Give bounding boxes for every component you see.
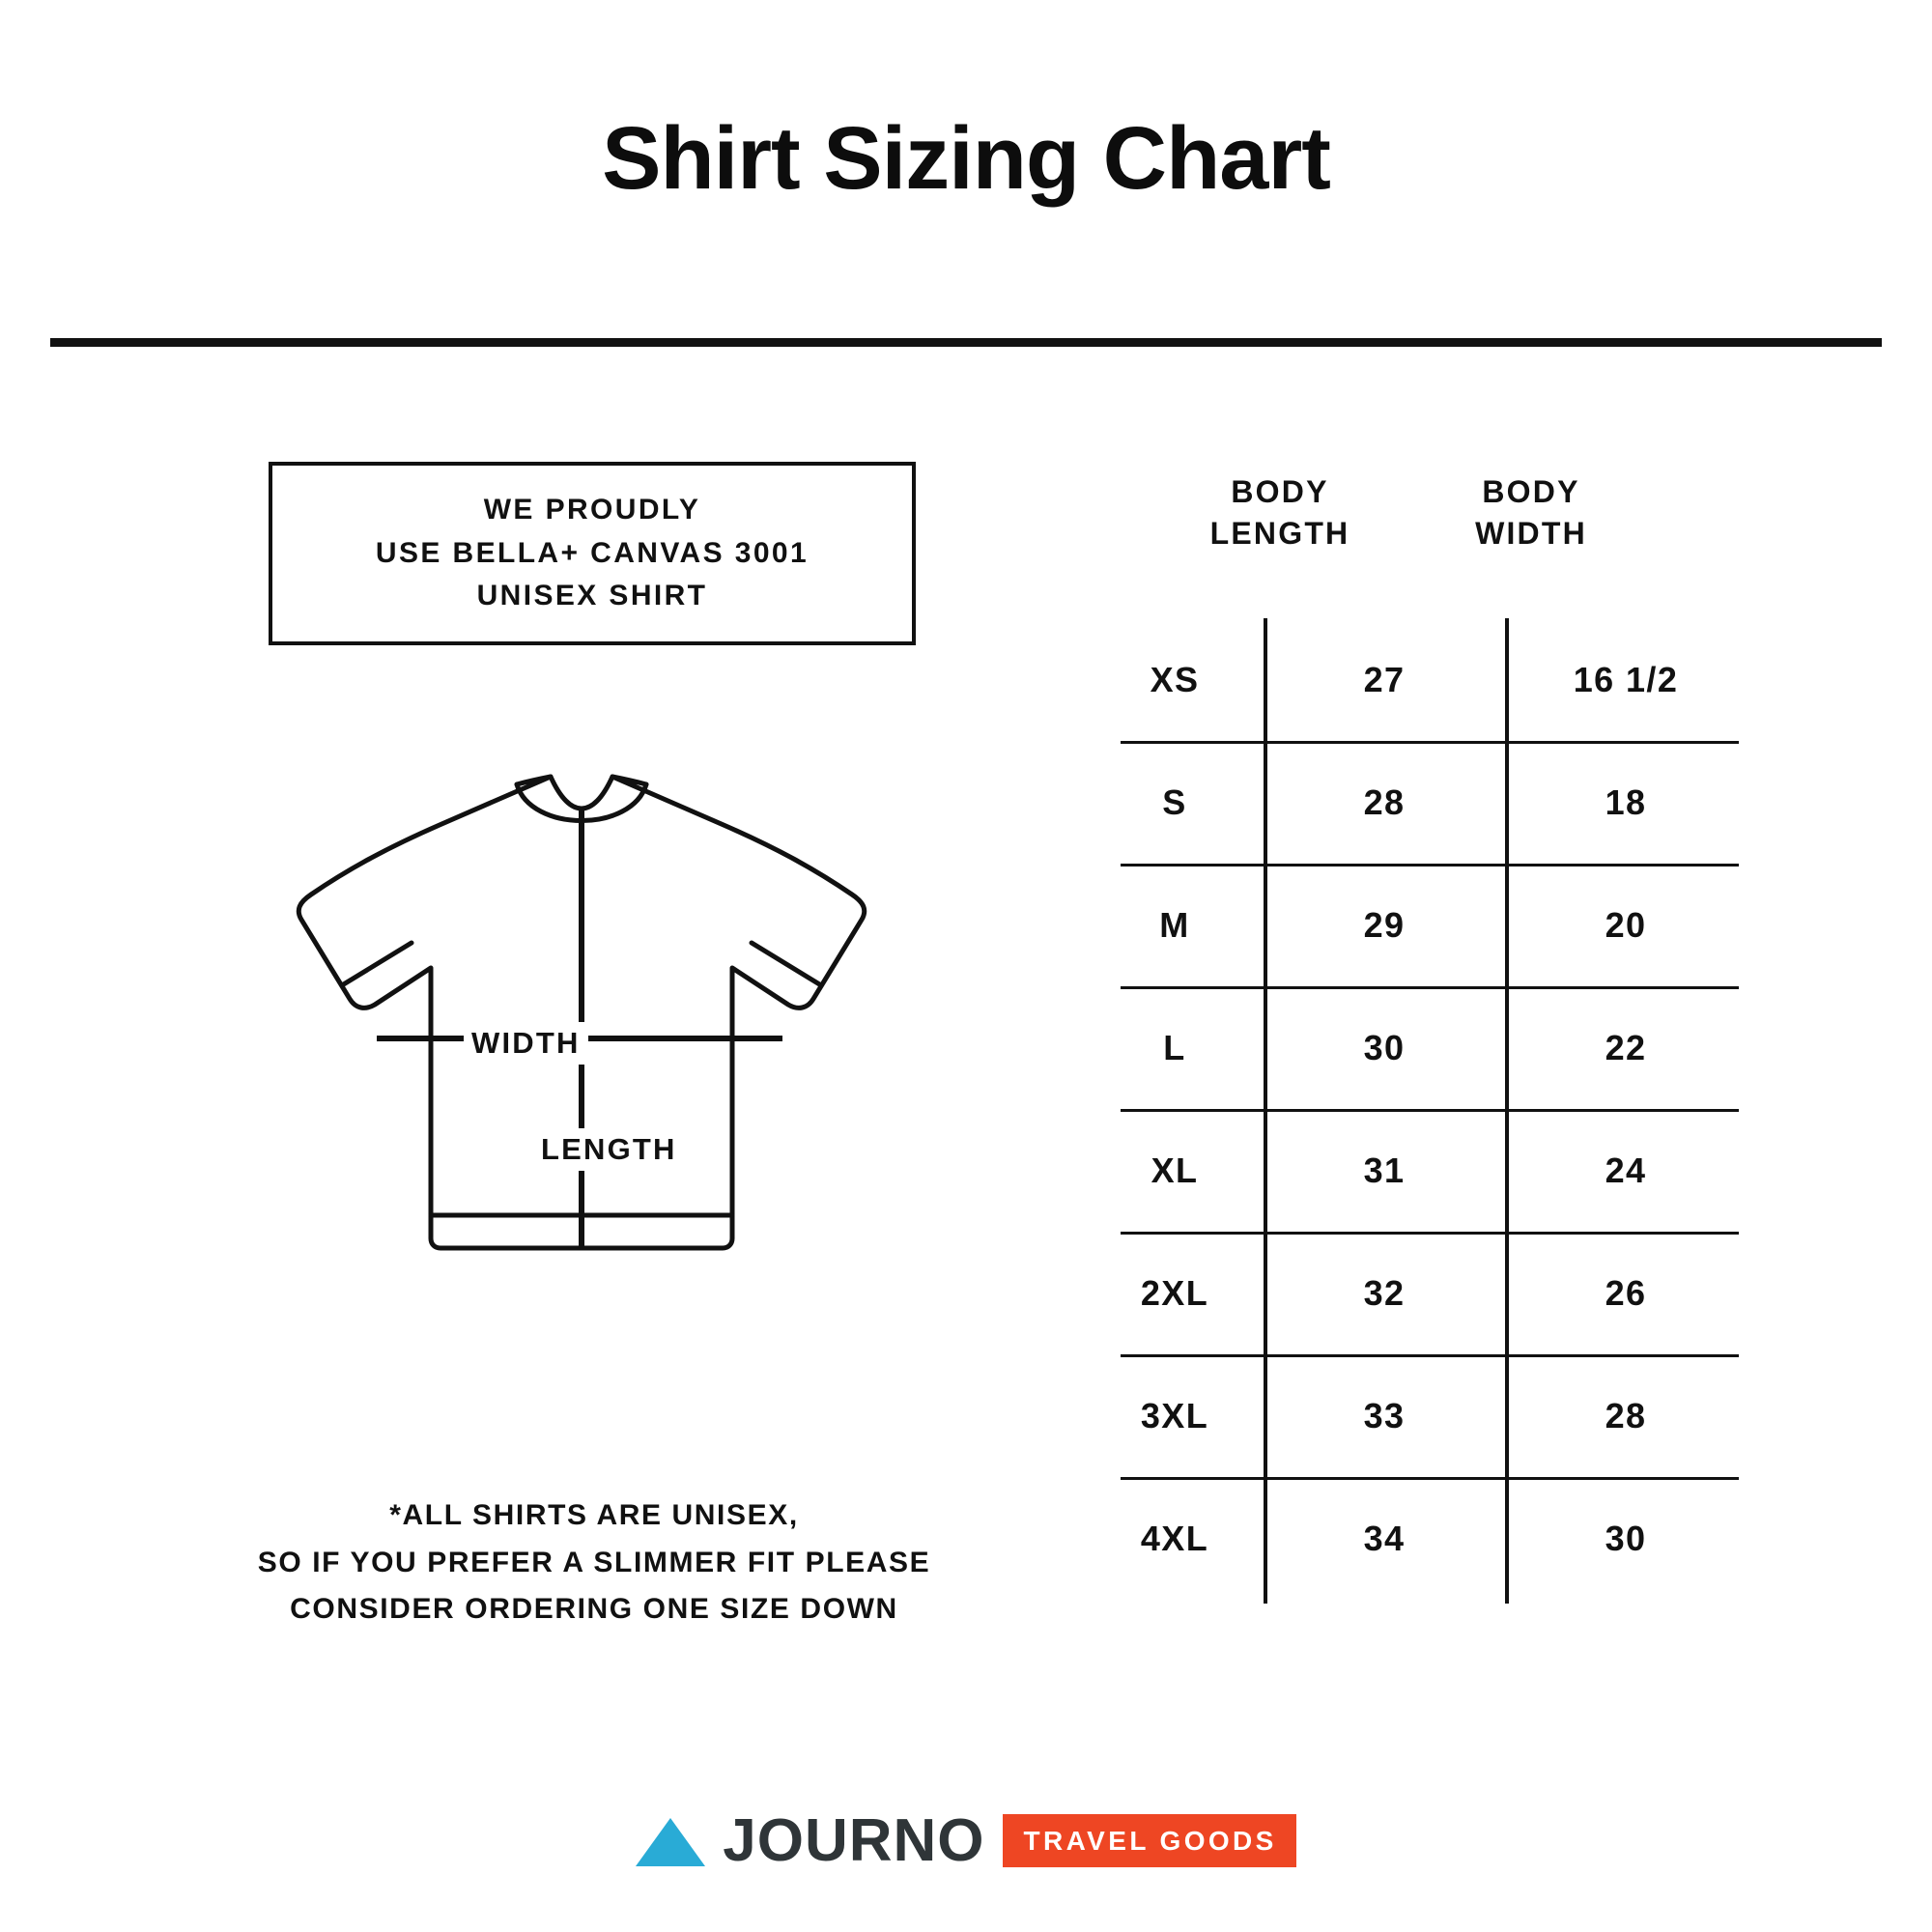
cell-body-width: 30 (1605, 1518, 1647, 1558)
footnote-line-2: SO IF YOU PREFER A SLIMMER FIT PLEASE (257, 1546, 931, 1578)
cell-size: 4XL (1140, 1518, 1209, 1558)
footnote-line-1: *ALL SHIRTS ARE UNISEX, (389, 1499, 799, 1531)
tshirt-icon (242, 763, 937, 1362)
cell-body-length: 31 (1363, 1150, 1406, 1190)
brand-note-box (269, 462, 916, 645)
column-header-body-length (1159, 471, 1401, 554)
triangle-icon (636, 1814, 705, 1868)
sizing-table (1121, 471, 1739, 1621)
brand-note-line-3: UNISEX SHIRT (476, 580, 708, 612)
brand-note-line-2: USE BELLA+ CANVAS 3001 (375, 536, 810, 569)
length-label: LENGTH (533, 1128, 685, 1171)
cell-size: 3XL (1140, 1395, 1209, 1435)
footnote (174, 1492, 1014, 1634)
table-row (1121, 1354, 1739, 1477)
cell-size: M (1159, 904, 1190, 945)
cell-body-width: 24 (1605, 1150, 1647, 1190)
cell-body-length: 30 (1363, 1027, 1406, 1067)
brand-logo (0, 1806, 1932, 1875)
cell-body-length: 27 (1363, 659, 1406, 699)
cell-body-length: 33 (1363, 1395, 1406, 1435)
cell-body-length: 29 (1363, 904, 1406, 945)
cell-size: 2XL (1140, 1272, 1209, 1313)
table-row (1121, 1232, 1739, 1354)
cell-size: S (1162, 781, 1187, 822)
width-label: WIDTH (464, 1022, 588, 1065)
table-row (1121, 986, 1739, 1109)
logo-tagline: TRAVEL GOODS (1003, 1814, 1296, 1867)
cell-body-length: 32 (1363, 1272, 1406, 1313)
table-row (1121, 741, 1739, 864)
column-header-body-length-line1: BODY (1231, 474, 1329, 509)
cell-body-width: 20 (1605, 904, 1647, 945)
table-row (1121, 1477, 1739, 1600)
table-row (1121, 864, 1739, 986)
cell-body-width: 22 (1605, 1027, 1647, 1067)
cell-body-width: 16 1/2 (1573, 659, 1679, 699)
page-title: Shirt Sizing Chart (602, 109, 1330, 208)
cell-size: XL (1151, 1150, 1199, 1190)
column-header-body-width (1410, 471, 1652, 554)
cell-body-width: 26 (1605, 1272, 1647, 1313)
cell-size: XS (1150, 659, 1200, 699)
column-header-body-width-line1: BODY (1482, 474, 1580, 509)
table-row (1121, 618, 1739, 741)
brand-note-line-1: WE PROUDLY (483, 494, 701, 526)
logo-wordmark: JOURNO (723, 1807, 985, 1874)
cell-body-length: 34 (1363, 1518, 1406, 1558)
cell-body-width: 28 (1605, 1395, 1647, 1435)
cell-body-length: 28 (1363, 781, 1406, 822)
cell-body-width: 18 (1605, 781, 1647, 822)
column-header-body-length-line2: LENGTH (1209, 515, 1350, 551)
header-divider (50, 338, 1882, 347)
shirt-diagram (242, 763, 937, 1362)
footnote-line-3: CONSIDER ORDERING ONE SIZE DOWN (290, 1593, 898, 1626)
cell-size: L (1163, 1027, 1186, 1067)
column-header-body-width-line2: WIDTH (1475, 515, 1587, 551)
table-row (1121, 1109, 1739, 1232)
